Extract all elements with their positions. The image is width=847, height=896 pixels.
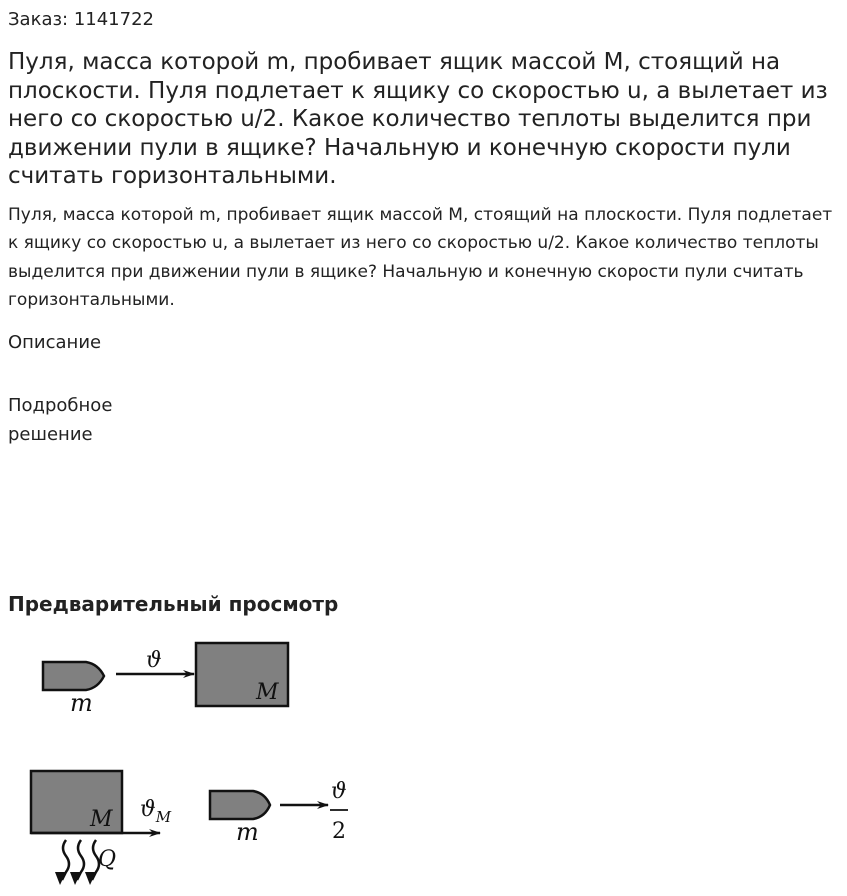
box-velocity-symbol: ϑ	[140, 797, 156, 822]
box-velocity-label	[140, 797, 172, 826]
detailed-solution-label: Подробное решение	[8, 395, 113, 445]
order-number: Заказ: 1141722	[8, 9, 154, 30]
box-velocity-subscript: M	[155, 808, 172, 826]
bullet-shape	[43, 662, 104, 690]
physics-diagram	[0, 630, 400, 892]
bullet-velocity-label: ϑ	[146, 648, 162, 673]
description-label: Описание	[8, 332, 102, 353]
heat-arrowhead	[85, 872, 96, 885]
exiting-velocity-denominator: 2	[332, 819, 346, 844]
moving-box-mass-label: M	[90, 807, 113, 832]
heat-arrowhead	[55, 872, 66, 885]
exiting-bullet-shape	[210, 791, 270, 819]
preview-heading: Предварительный просмотр	[8, 592, 339, 616]
scene-before-impact	[43, 643, 288, 717]
heat-arrowheads	[55, 872, 96, 885]
exiting-bullet-mass-label: m	[236, 818, 259, 846]
exiting-velocity-numerator: ϑ	[331, 779, 347, 804]
heat-label: Q	[98, 847, 117, 872]
scene-after-impact	[31, 771, 348, 885]
problem-title: Пуля, масса которой m, пробивает ящик массой M, стоящий на плоскости. Пуля подлетает к ящику со скоростью u, а вылетает из него со скоростью u/2. Какое количество теплоты выделится при движении пули в ящике? Начальную и конечную скорости пули считать горизонтальными.	[8, 49, 828, 190]
box-mass-label: M	[256, 680, 279, 705]
heat-arrowhead	[70, 872, 81, 885]
bullet-mass-label: m	[70, 689, 93, 717]
problem-description: Пуля, масса которой m, пробивает ящик массой M, стоящий на плоскости. Пуля подлетает к ящику со скоростью u, а вылетает из него со скоростью u/2. Какое количество теплоты выделится при движении пули в ящике? Начальную и конечную скорости пули считать горизонтальными.	[8, 205, 833, 310]
